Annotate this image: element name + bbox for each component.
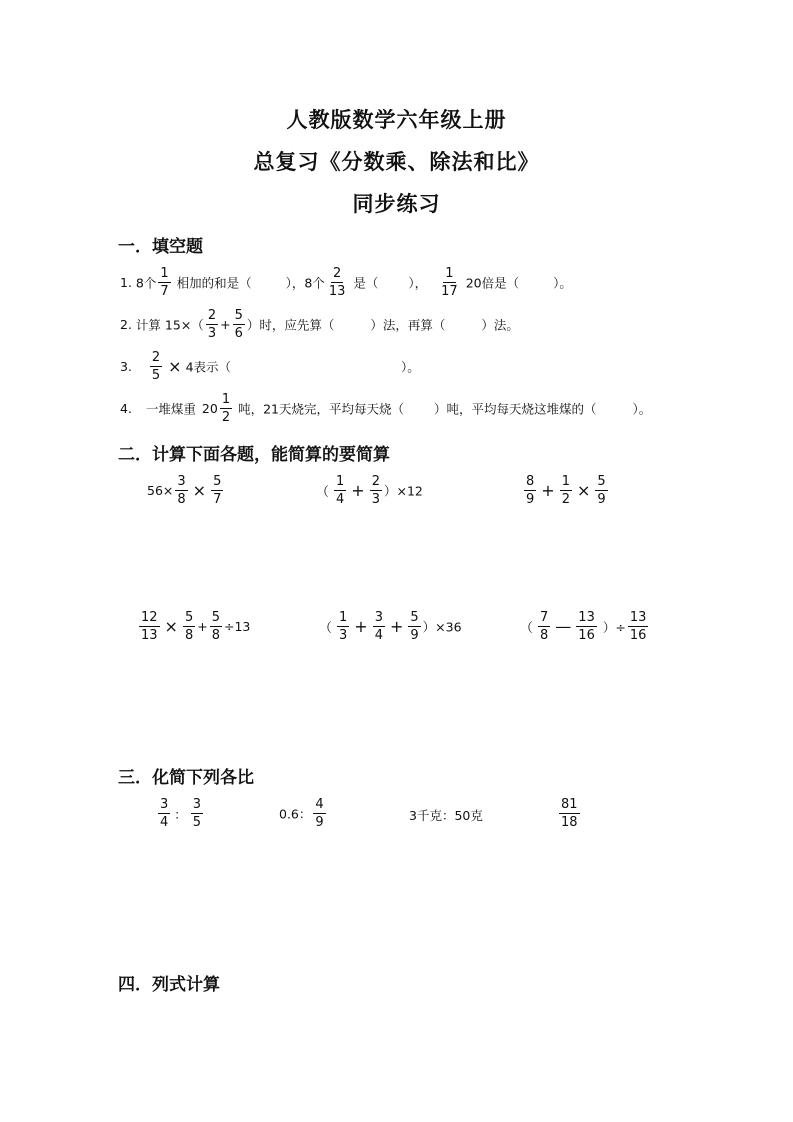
- fraction: $\frac{1}{3}$: [339, 610, 348, 643]
- fraction: $\frac{1}{2}$: [221, 392, 231, 425]
- fraction: $\frac{5}{8}$: [184, 610, 194, 643]
- worksheet-subtitle-2: 同步练习: [352, 192, 441, 216]
- fraction: $\frac{5}{9}$: [597, 474, 606, 507]
- fraction: $\frac{3}{4}$: [374, 610, 383, 643]
- worksheet-subtitle: 总复习《分数乘、除法和比》: [253, 150, 540, 174]
- fraction: $\frac{4}{9}$: [315, 797, 324, 830]
- question-3: 3. $\frac{2}{5}$ × 4表示（ ）。: [120, 350, 420, 383]
- section-simplify-ratios: 三．化简下列各比: [118, 768, 254, 788]
- section-fill-blank: 一．填空题: [118, 237, 203, 257]
- fraction: $\frac{7}{8}$: [540, 610, 549, 643]
- fraction: $\frac{8}{9}$: [526, 474, 535, 507]
- section-calculation: 二．计算下面各题，能简算的要简算: [118, 445, 390, 465]
- calc-expression-1: 56× $\frac{3}{8}$ × $\frac{5}{7}$: [147, 474, 222, 507]
- fraction: $\frac{2}{3}$: [371, 474, 380, 507]
- fraction: $\frac{1}{4}$: [336, 474, 345, 507]
- calc-expression-2: （ $\frac{1}{4}$ + $\frac{2}{3}$ ）×12: [316, 474, 423, 507]
- question-4: 4. 一堆煤重 20 $\frac{1}{2}$ 吨，21天烧完，平均每天烧（ ）吨，平均每天烧这堆煤的（ ）。: [120, 392, 652, 425]
- fraction: $\frac{1}{2}$: [561, 474, 570, 507]
- question-2: 2. 计算 15×（ $\frac{2}{3}$ + $\frac{5}{6}$ ）时，应先算（ ）法，再算（ ）法。: [120, 308, 519, 341]
- calc-expression-4: $\frac{12}{13}$ × $\frac{5}{8}$ + $\frac{5}{8}$ ÷13: [141, 610, 251, 643]
- fraction: $\frac{1}{7}$: [160, 266, 169, 299]
- ratio-2: 0.6： $\frac{4}{9}$: [279, 797, 324, 830]
- ratio-4: [557, 797, 582, 830]
- worksheet-title: 人教版数学六年级上册: [286, 108, 507, 132]
- fraction: $\frac{5}{7}$: [213, 474, 222, 507]
- fraction: $\frac{3}{5}$: [192, 797, 202, 830]
- calc-expression-6: （ $\frac{7}{8}$ — $\frac{13}{16}$ ）÷ $\frac{13}{16}$: [520, 610, 647, 643]
- fraction: $\frac{13}{16}$: [629, 610, 647, 643]
- fraction: $\frac{2}{3}$: [207, 308, 217, 341]
- fraction: $\frac{1}{17}$: [441, 266, 458, 299]
- fraction: $\frac{5}{8}$: [211, 610, 220, 643]
- fraction: $\frac{13}{16}$: [578, 610, 595, 643]
- fraction: $\frac{5}{9}$: [410, 610, 419, 643]
- calc-expression-5: （ $\frac{1}{3}$ + $\frac{3}{4}$ + $\frac{5}{9}$ ）×36: [319, 610, 462, 643]
- fraction: $\frac{81}{18}$: [561, 797, 578, 830]
- fraction: $\frac{5}{6}$: [234, 308, 243, 341]
- ratio-3: 3千克：50克: [409, 808, 483, 823]
- calc-expression-3: $\frac{8}{9}$ + $\frac{1}{2}$ × $\frac{5}{9}$: [526, 474, 606, 507]
- fraction: $\frac{2}{5}$: [151, 350, 161, 383]
- fraction: $\frac{12}{13}$: [141, 610, 158, 643]
- section-write-expression: 四．列式计算: [118, 975, 220, 995]
- ratio-1: $\frac{3}{4}$ ： $\frac{3}{5}$: [160, 797, 202, 830]
- fraction: $\frac{3}{4}$: [160, 797, 169, 830]
- question-1: 1. 8个 $\frac{1}{7}$ 相加的和是（ ），8个 $\frac{2}{13}$ 是（ ）， $\frac{1}{17}$ 20倍是（ ）。: [120, 266, 572, 299]
- fraction: $\frac{2}{13}$: [328, 266, 346, 299]
- fraction: $\frac{3}{8}$: [177, 474, 186, 507]
